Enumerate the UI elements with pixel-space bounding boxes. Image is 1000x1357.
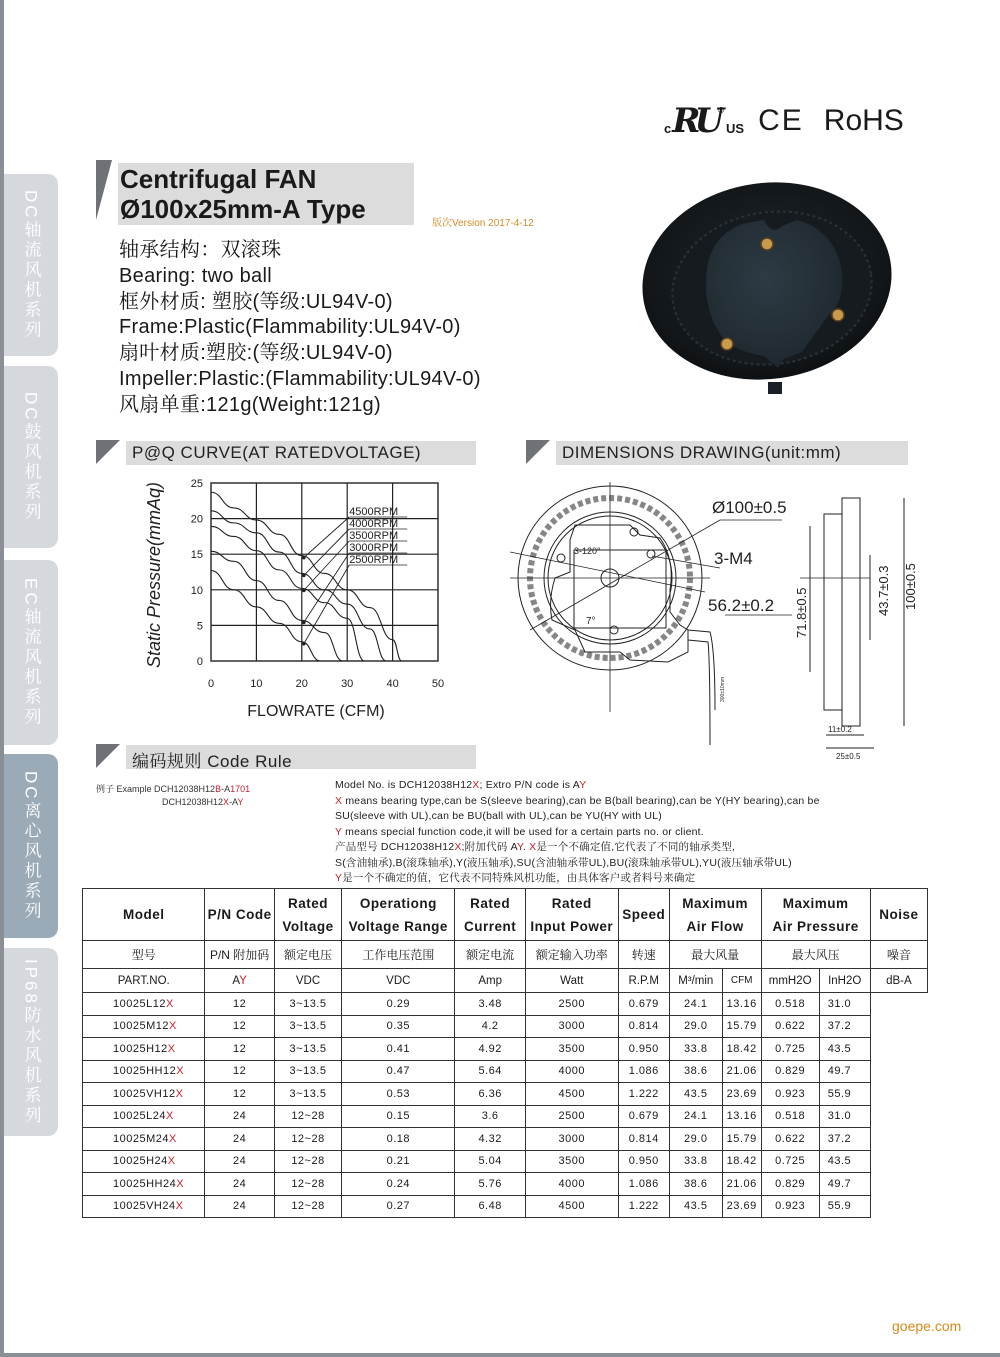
current-cell: 0.53: [342, 1083, 455, 1106]
legend-label: 3000RPM: [349, 542, 399, 554]
code-rule-line: Y是一个不确定的值，它代表不同特殊风机功能，由具体客户或者料号来确定: [335, 872, 696, 884]
voltage-cell: 24: [205, 1173, 274, 1196]
header-max-airflow: Maximum Air Flow: [669, 889, 761, 941]
m3-cell: 0.814: [618, 1015, 669, 1038]
inlet-43-7-label: 43.7±0.3: [876, 565, 891, 616]
x-tick-label: 0: [207, 678, 215, 690]
power-cell: 4.2: [455, 1015, 525, 1038]
y-tick-label: 15: [190, 549, 203, 562]
range-cell: 12~28: [274, 1105, 341, 1128]
bottom-edge-strip: [0, 1353, 1000, 1357]
noise-cell: 49.7: [819, 1060, 870, 1083]
inner-diameter-label: 56.2±0.2: [708, 596, 775, 615]
m3-cell: 0.950: [618, 1038, 669, 1061]
inh2o-cell: 0.829: [761, 1060, 819, 1083]
mmh2o-cell: 18.42: [722, 1150, 761, 1173]
header-model: Model: [83, 889, 205, 941]
noise-cell: 43.5: [819, 1150, 870, 1173]
model-cell: 10025H12X: [83, 1038, 205, 1061]
table-row: [83, 1105, 928, 1128]
current-cell: 0.24: [342, 1173, 455, 1196]
power-cell: 6.48: [455, 1195, 525, 1218]
cfm-cell: 38.6: [669, 1173, 722, 1196]
voltage-cell: 24: [205, 1105, 274, 1128]
current-cell: 0.29: [342, 993, 455, 1016]
table-row: [83, 1060, 928, 1083]
lead-wire: [688, 630, 715, 710]
code-example: [96, 783, 250, 809]
header-speed: Speed: [618, 889, 669, 941]
table-row: [83, 993, 928, 1016]
diameter-label: Ø100±0.5: [712, 498, 787, 517]
mount-insert: [832, 309, 844, 321]
m3-cell: 0.679: [618, 993, 669, 1016]
range-cell: 3~13.5: [274, 1060, 341, 1083]
current-cell: 0.21: [342, 1150, 455, 1173]
model-cell: 10025M12X: [83, 1015, 205, 1038]
y-tick-label: 5: [196, 620, 203, 633]
power-cell: 5.76: [455, 1173, 525, 1196]
spec-list: [119, 238, 481, 419]
range-cell: 3~13.5: [274, 993, 341, 1016]
sidebar-tab-ip68-waterproof[interactable]: [4, 948, 58, 1136]
sidebar-tab-label: IP68防水风机系列: [21, 958, 41, 1126]
table-header-row: [83, 889, 928, 941]
title-wedge-decoration: [96, 160, 112, 220]
speed-cell: 4500: [525, 1195, 618, 1218]
legend-pointer-arrow: [304, 529, 349, 575]
current-cell: 0.27: [342, 1195, 455, 1218]
series-line-3500rpm: [211, 526, 364, 661]
range-cell: 12~28: [274, 1128, 341, 1151]
header-pn-code: P/N Code: [205, 889, 274, 941]
mmh2o-cell: 21.06: [722, 1173, 761, 1196]
mount-hole: [647, 550, 655, 558]
inh2o-cell: 0.829: [761, 1173, 819, 1196]
legend-pointer-head: [302, 621, 306, 625]
noise-cell: 31.0: [819, 1105, 870, 1128]
series-line-2500rpm: [211, 571, 320, 661]
height-71-8-label: 71.8±0.5: [794, 587, 809, 638]
code-rule-line: 产品型号 DCH12038H12X;附加代码 AY. X是一个不确定值,它代表了不同的轴承类型,: [335, 841, 736, 853]
cfm-cell: 24.1: [669, 1105, 722, 1128]
cfm-cell: 33.8: [669, 1150, 722, 1173]
m3-cell: 0.814: [618, 1128, 669, 1151]
noise-cell: 49.7: [819, 1173, 870, 1196]
table-row: [83, 1038, 928, 1061]
table-row: [83, 1195, 928, 1218]
spec-weight: 风扇单重:121g(Weight:121g): [119, 393, 381, 416]
m3-cell: 0.679: [618, 1105, 669, 1128]
inh2o-cell: 0.923: [761, 1195, 819, 1218]
spec-frame-cn: 框外材质: 塑胶(等级:UL94V-0): [119, 290, 393, 313]
voltage-cell: 12: [205, 993, 274, 1016]
mmh2o-cell: 21.06: [722, 1060, 761, 1083]
header-noise: Noise: [870, 889, 927, 941]
ul-certification-icon: c RU ® US: [664, 101, 745, 141]
model-cell: 10025M24X: [83, 1128, 205, 1151]
code-rule-line: S(含油轴承),B(滚珠轴承),Y(液压轴承),SU(含油轴承带UL),BU(滚珠轴承带UL),YU(液压轴承带UL): [335, 856, 792, 869]
range-cell: 12~28: [274, 1173, 341, 1196]
x-tick-label: 50: [431, 678, 445, 690]
m3-cell: 1.222: [618, 1195, 669, 1218]
current-cell: 0.47: [342, 1060, 455, 1083]
m3-cell: 1.086: [618, 1173, 669, 1196]
inh2o-cell: 0.518: [761, 1105, 819, 1128]
table-cn-header-row: 型号 P/N 附加码 额定电压 工作电压范围 额定电流 额定输入功率 转速 最大风量 最大风压 噪音: [83, 941, 928, 969]
header-input-power: Rated Input Power: [525, 889, 618, 941]
voltage-cell: 24: [205, 1128, 274, 1151]
code-rule-line: X means bearing type,can be S(sleeve bearing),can be B(ball bearing),can be Y(HY bearing),can be: [335, 794, 820, 807]
wire-exit: [768, 382, 782, 394]
power-cell: 5.64: [455, 1060, 525, 1083]
range-cell: 12~28: [274, 1195, 341, 1218]
sidebar-tab-dc-blower[interactable]: [4, 366, 58, 548]
model-cell: 10025HH12X: [83, 1060, 205, 1083]
inh2o-cell: 0.923: [761, 1083, 819, 1106]
range-cell: 3~13.5: [274, 1015, 341, 1038]
sidebar-tab-label: EC轴流风机系列: [21, 577, 41, 728]
cfm-cell: 33.8: [669, 1038, 722, 1061]
spec-bearing-cn: 轴承结构：双滚珠: [119, 239, 282, 261]
lead-wire: [688, 640, 710, 745]
model-cell: 10025H24X: [83, 1150, 205, 1173]
model-cell: 10025L24X: [83, 1105, 205, 1128]
voltage-cell: 24: [205, 1150, 274, 1173]
mmh2o-cell: 13.16: [722, 1105, 761, 1128]
legend-label: 4000RPM: [349, 518, 399, 530]
legend-pointer-arrow: [304, 565, 349, 644]
mount-hole: [557, 554, 565, 562]
mmh2o-cell: 23.69: [722, 1083, 761, 1106]
y-tick-label: 0: [196, 656, 203, 668]
speed-cell: 4000: [525, 1060, 618, 1083]
legend-pointer-head: [302, 642, 306, 646]
legend-pointer-head: [302, 556, 306, 560]
example-line-2: DCH12038H12X-AY: [162, 797, 244, 807]
m3-cell: 0.950: [618, 1150, 669, 1173]
inh2o-cell: 0.725: [761, 1038, 819, 1061]
page-title: Centrifugal FAN: [120, 164, 317, 194]
rohs-mark: RoHS: [823, 104, 904, 137]
code-rule-line: Model No. is DCH12038H12X; Extro P/N code is AY: [335, 779, 587, 791]
current-cell: 0.15: [342, 1105, 455, 1128]
voltage-cell: 12: [205, 1038, 274, 1061]
cfm-cell: 29.0: [669, 1015, 722, 1038]
mmh2o-cell: 15.79: [722, 1128, 761, 1151]
model-cell: 10025L12X: [83, 993, 205, 1016]
offset-angle-label: 7°: [586, 616, 596, 627]
header-voltage-range: Operationg Voltage Range: [342, 889, 455, 941]
model-cell: 10025HH24X: [83, 1173, 205, 1196]
y-tick-label: 10: [190, 584, 203, 597]
noise-cell: 55.9: [819, 1195, 870, 1218]
side-view-frame: [842, 498, 860, 726]
mount-hole: [610, 626, 618, 634]
x-tick-label: 30: [341, 678, 354, 690]
inh2o-cell: 0.622: [761, 1015, 819, 1038]
cfm-cell: 43.5: [669, 1195, 722, 1218]
code-rule-text: [335, 778, 820, 887]
legend-pointer-arrow: [304, 553, 349, 622]
mount-insert: [761, 238, 773, 250]
speed-cell: 4500: [525, 1083, 618, 1106]
table-row: [83, 1150, 928, 1173]
speed-cell: 3500: [525, 1150, 618, 1173]
speed-cell: 2500: [525, 993, 618, 1016]
code-rule-line: Y means special function code,it will be used for a certain parts no. or client.: [335, 825, 704, 838]
range-cell: 12~28: [274, 1150, 341, 1173]
table-row: [83, 1128, 928, 1151]
spec-bearing-en: Bearing: two ball: [119, 264, 272, 287]
current-cell: 0.41: [342, 1038, 455, 1061]
code-rule-header: 编码规则 Code Rule: [96, 744, 476, 770]
legend-label: 2500RPM: [349, 554, 399, 566]
fan-product-photo: [632, 176, 902, 406]
hole-angle-label: 3-120°: [574, 546, 601, 556]
noise-cell: 37.2: [819, 1128, 870, 1151]
ce-mark-icon: CE: [758, 104, 804, 137]
noise-cell: 55.9: [819, 1083, 870, 1106]
sidebar-tab-label: DC离心风机系列: [21, 770, 41, 922]
header-rated-voltage: Rated Voltage: [274, 889, 341, 941]
pq-curve-chart: [140, 470, 460, 730]
model-cell: 10025VH24X: [83, 1195, 205, 1218]
inh2o-cell: 0.622: [761, 1128, 819, 1151]
pn-code-cell: AY: [205, 969, 274, 993]
mount-insert: [721, 338, 733, 350]
legend-pointer-head: [302, 574, 306, 578]
inh2o-cell: 0.725: [761, 1150, 819, 1173]
speed-cell: 4000: [525, 1173, 618, 1196]
cfm-cell: 29.0: [669, 1128, 722, 1151]
sidebar-tab-label: DC鼓风机系列: [21, 391, 41, 523]
inh2o-cell: 0.518: [761, 993, 819, 1016]
legend-label: 4500RPM: [349, 506, 399, 518]
legend-pointer-arrow: [304, 541, 349, 590]
mmh2o-cell: 23.69: [722, 1195, 761, 1218]
y-tick-label: 25: [190, 478, 203, 490]
dimensions-header: DIMENSIONS DRAWING(unit:mm): [526, 440, 916, 466]
range-cell: 3~13.5: [274, 1038, 341, 1061]
example-line-1: 例子 Example DCH12038H12B-A1701: [96, 784, 251, 794]
power-cell: 5.04: [455, 1150, 525, 1173]
table-unit-row: PART.NO. AY VDC VDC Amp Watt R.P.M M³/min CFM mmH2O InH2O dB-A: [83, 969, 928, 993]
spec-impeller-cn: 扇叶材质:塑胶:(等级:UL94V-0): [119, 342, 393, 365]
header-rated-current: Rated Current: [455, 889, 525, 941]
speed-cell: 2500: [525, 1105, 618, 1128]
table-row: [83, 1083, 928, 1106]
spec-frame-en: Frame:Plastic(Flammability:UL94V-0): [119, 316, 461, 339]
x-tick-label: 20: [295, 678, 308, 690]
legend-label: 3500RPM: [349, 530, 399, 542]
voltage-cell: 12: [205, 1060, 274, 1083]
dimension-drawing: [510, 480, 930, 760]
code-rule-line: SU(sleeve with UL),can be BU(ball with UL),can be YU(HY with UL): [335, 810, 662, 822]
speed-cell: 3000: [525, 1128, 618, 1151]
pq-curve-header: P@Q CURVE(AT RATEDVOLTAGE): [96, 440, 476, 466]
x-tick-label: 40: [386, 678, 399, 690]
spec-table: [82, 888, 928, 1218]
mmh2o-cell: 18.42: [722, 1038, 761, 1061]
version-label: 版次Version 2017-4-12: [432, 218, 534, 229]
lead-length-label: 300±10mm: [720, 677, 726, 702]
depth-25-label: 25±0.5: [836, 752, 861, 760]
page-subtitle: Ø100x25mm-A Type: [120, 194, 366, 224]
power-cell: 3.6: [455, 1105, 525, 1128]
power-cell: 6.36: [455, 1083, 525, 1106]
mount-label: 3-M4: [714, 549, 753, 568]
noise-cell: 31.0: [819, 993, 870, 1016]
legend-pointer-arrow: [304, 517, 349, 558]
table-row: [83, 1173, 928, 1196]
voltage-cell: 12: [205, 1083, 274, 1106]
y-tick-label: 20: [190, 513, 203, 526]
power-cell: 3.48: [455, 993, 525, 1016]
y-axis-label: Static Pressure(mmAq): [144, 481, 164, 669]
model-cell: 10025VH12X: [83, 1083, 205, 1106]
header-max-pressure: Maximum Air Pressure: [761, 889, 870, 941]
voltage-cell: 12: [205, 1015, 274, 1038]
sidebar-tab-dc-axial[interactable]: [4, 174, 58, 356]
height-100-label: 100±0.5: [903, 563, 918, 610]
mmh2o-cell: 13.16: [722, 993, 761, 1016]
power-cell: 4.92: [455, 1038, 525, 1061]
sidebar-tab-label: DC轴流风机系列: [21, 189, 41, 341]
mmh2o-cell: 15.79: [722, 1015, 761, 1038]
range-cell: 3~13.5: [274, 1083, 341, 1106]
speed-cell: 3000: [525, 1015, 618, 1038]
current-cell: 0.35: [342, 1015, 455, 1038]
speed-cell: 3500: [525, 1038, 618, 1061]
spec-impeller-en: Impeller:Plastic:(Flammability:UL94V-0): [119, 367, 481, 390]
watermark: goepe.com: [892, 1318, 962, 1334]
noise-cell: 43.5: [819, 1038, 870, 1061]
sidebar-tab-ec-axial[interactable]: [4, 560, 58, 745]
x-tick-label: 10: [250, 678, 263, 690]
voltage-cell: 24: [205, 1195, 274, 1218]
cfm-cell: 24.1: [669, 993, 722, 1016]
depth-11-label: 11±0.2: [828, 725, 852, 734]
m3-cell: 1.222: [618, 1083, 669, 1106]
m3-cell: 1.086: [618, 1060, 669, 1083]
cfm-cell: 38.6: [669, 1060, 722, 1083]
noise-cell: 37.2: [819, 1015, 870, 1038]
certification-marks: [664, 101, 904, 141]
x-axis-label: FLOWRATE (CFM): [247, 703, 385, 720]
table-row: [83, 1015, 928, 1038]
pq-curve-svg: [140, 470, 460, 730]
cfm-cell: 43.5: [669, 1083, 722, 1106]
legend-pointer-head: [302, 589, 306, 593]
current-cell: 0.18: [342, 1128, 455, 1151]
sidebar-tab-dc-centrifugal[interactable]: [4, 754, 58, 938]
series-line-3000rpm: [211, 551, 343, 661]
power-cell: 4.32: [455, 1128, 525, 1151]
side-view-body: [824, 514, 842, 710]
